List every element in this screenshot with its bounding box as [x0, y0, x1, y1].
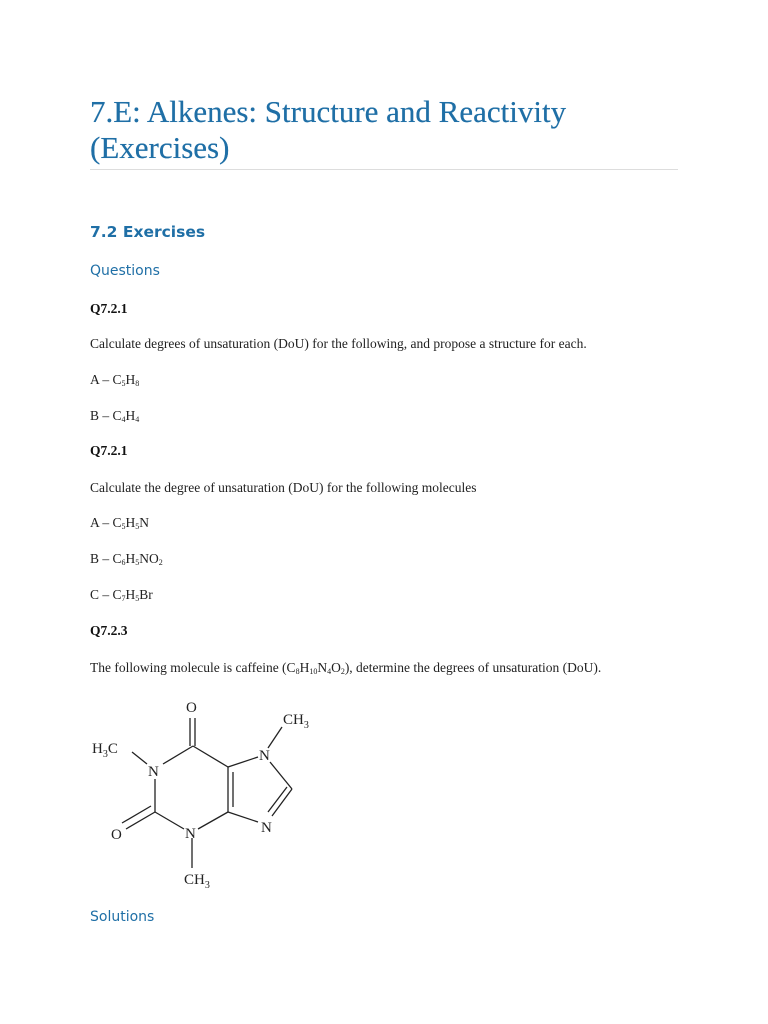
atom-label: N — [148, 764, 159, 780]
formula-item: C – $C_7H_5Br$ — [90, 587, 153, 603]
bond — [193, 746, 228, 767]
title-divider — [90, 169, 678, 170]
section-heading: 7.2 Exercises — [90, 223, 206, 241]
formula-item: A – $C_5H_5N$ — [90, 515, 150, 531]
question-text: Calculate the degree of unsaturation (DoU) for the following molecules — [90, 480, 477, 495]
bond — [132, 752, 147, 764]
question-text: The following molecule is caffeine $(C_8H_{10}N_4O_2)$, determine the degrees of unsaturation (DoU). — [90, 660, 602, 676]
atom-label: $H_3C$ — [92, 741, 118, 760]
atom-label: N — [259, 748, 270, 764]
bond — [198, 812, 228, 829]
solutions-heading: Solutions — [90, 909, 155, 925]
bond — [163, 746, 193, 764]
atom-label: O — [186, 700, 197, 716]
question-label: Q7.2.1 — [90, 443, 128, 458]
bond — [270, 762, 292, 789]
bond — [268, 727, 282, 748]
question-label: Q7.2.1 — [90, 301, 128, 316]
question-text: Calculate degrees of unsaturation (DoU) for the following, and propose a structure for each. — [90, 336, 587, 351]
atom-label: N — [185, 826, 196, 842]
atom-label: $CH_3$ — [184, 872, 210, 891]
atom-label: N — [261, 820, 272, 836]
formula-item: B – $C_6H_5NO_2$ — [90, 551, 163, 567]
questions-heading: Questions — [90, 263, 160, 279]
bond — [126, 812, 155, 829]
page-title: 7.E: Alkenes: Structure and Reactivity (Exercises) — [90, 94, 567, 165]
bond — [228, 812, 258, 822]
question-label: Q7.2.3 — [90, 623, 128, 638]
bond — [122, 806, 151, 823]
atom-label: O — [111, 827, 122, 843]
formula-item: B – $C_4H_4$ — [90, 408, 140, 424]
caffeine-structure-diagram — [88, 694, 318, 894]
bond — [228, 757, 258, 767]
atom-label: $CH_3$ — [283, 712, 309, 731]
formula-item: A – $C_5H_8$ — [90, 372, 140, 388]
bond — [155, 812, 184, 829]
